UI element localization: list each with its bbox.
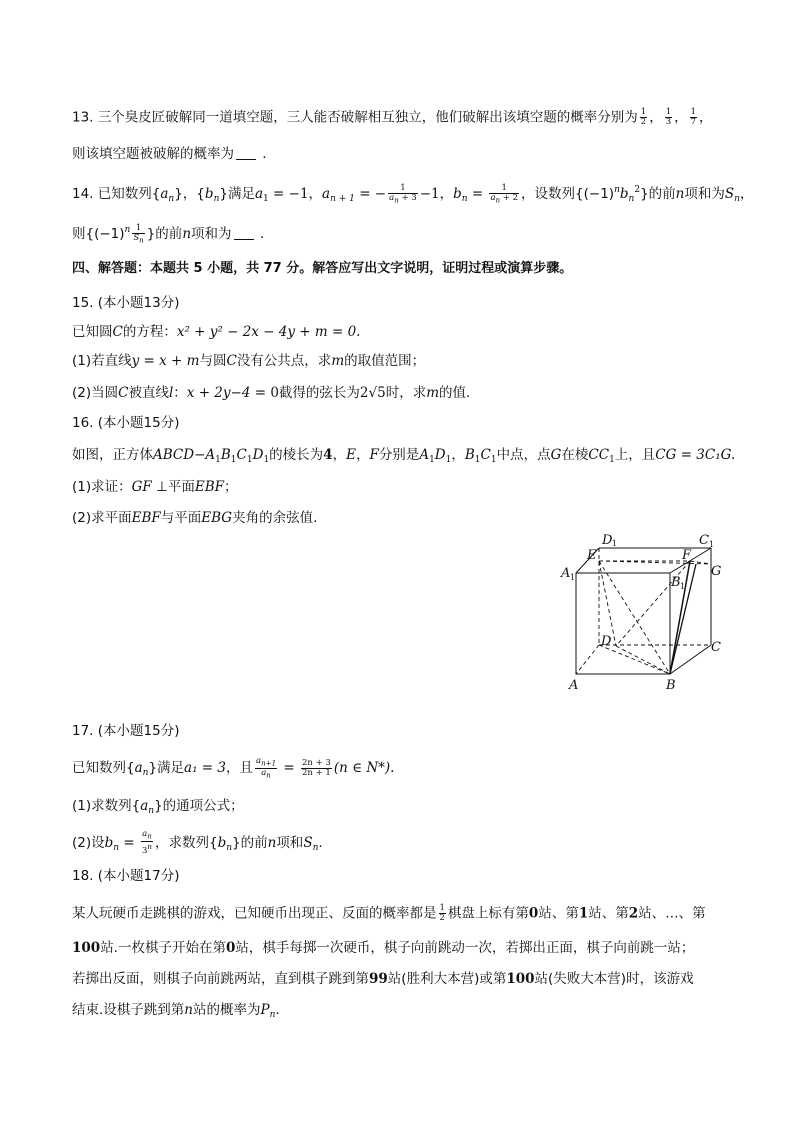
q18-line2: 100站.一枚棋子开始在第0站，棋手每掷一次硬币，棋子向前跳动一次，若掷出正面，棋子向前跳一站； <box>72 940 695 956</box>
label-A1: A <box>561 566 571 581</box>
label-D: D <box>601 634 612 649</box>
svg-text:1: 1 <box>709 540 715 549</box>
q16-head: 16. (本小题15分) <box>72 415 180 431</box>
q17-part1: (1)求数列$\{a_n\}$的通项公式； <box>72 798 244 816</box>
q18-line4: 结束.设棋子跳到第n站的概率为$P_n$. <box>72 1002 280 1020</box>
cube-figure <box>556 528 726 693</box>
svg-text:1: 1 <box>680 582 686 591</box>
q13-line1: 13. 三个臭皮匠破解同一道填空题，三人能否破解相互独立，他们破解出该填空题的概率分别为 $\frac{1}{2}$ ， $\frac{1}{3}$ ， $\frac{1}{7}$ ， <box>72 107 713 127</box>
q17-part2: (2)设$b_n$ = $\frac{a_n}{3^n}$ ，求数列$\{b_n\}$的前n项和$S_n$. <box>72 829 323 856</box>
q18-line3: 若掷出反面，则棋子向前跳两站，直到棋子跳到第99站(胜利大本营)或第100站(失败大本营)时，该游戏 <box>72 971 694 987</box>
q18-line1: 某人玩硬币走跳棋的游戏，已知硬币出现正、反面的概率都是 $\frac{1}{2}$ 棋盘上标有第0站、第1站、第2站、…、第 <box>72 903 706 923</box>
label-C: C <box>711 640 721 655</box>
svg-text:1: 1 <box>612 539 618 548</box>
fraction: $\frac{1}{3}$ <box>665 107 672 127</box>
q15-part1: (1)若直线y = x + m与圆C没有公共点，求m的取值范围； <box>72 353 426 369</box>
answer-blank <box>236 147 256 160</box>
front-face <box>576 573 670 674</box>
fraction: $\frac{1}{2}$ <box>640 107 647 127</box>
q17-stem: 已知数列$\{a_n\}$满足a₁ = 3，且 $\frac{a_{n+1}}{a_n}$ = $\frac{2n + 3}{2n + 1}$ (n ∈ N*). <box>72 756 395 780</box>
fraction: $\frac{1}{7}$ <box>690 107 697 127</box>
label-A: A <box>569 678 579 693</box>
label-B1: B <box>671 575 681 590</box>
q17-head: 17. (本小题15分) <box>72 723 180 739</box>
q15-head: 15. (本小题13分) <box>72 295 180 311</box>
label-C1: C <box>699 533 709 548</box>
label-D1: D <box>602 533 613 548</box>
q13-line2: 则该填空题被破解的概率为 . <box>72 146 267 162</box>
q16-stem: 如图，正方体$ABCD-A_1B_1C_1D_1$的棱长为4，E，F分别是$A_1D_1$，$B_1C_1$中点，点G在棱$CC_1$上，且CG = 3C₁G. <box>72 447 736 465</box>
label-B: B <box>666 678 676 693</box>
answer-blank <box>234 227 254 240</box>
q16-part2: (2)求平面EBF与平面EBG夹角的余弦值. <box>72 510 318 526</box>
q14-line1: 14. 已知数列$\{a_n\}$，$\{b_n\}$满足$a_1 = -1$，$a_{n + 1}$ = − $\frac{1}{a_n + 3}$ −1，$b_n$ = $\frac{1}{a_n + 2}$ ，设数列$\{(-1)^nb_n^2\}$的前n项和为$S_n$， <box>72 182 754 205</box>
label-F: F <box>682 548 692 563</box>
svg-text:1: 1 <box>570 573 576 582</box>
q16-part1: (1)求证：GF ⊥平面EBF； <box>72 479 238 495</box>
label-G: G <box>711 564 722 579</box>
label-E: E <box>587 548 597 563</box>
section-heading: 四、解答题：本题共 5 小题，共 77 分。解答应写出文字说明，证明过程或演算步骤。 <box>72 261 573 276</box>
q15-stem: 已知圆C的方程：x² + y² − 2x − 4y + m = 0. <box>72 324 361 340</box>
q18-head: 18. (本小题17分) <box>72 868 180 884</box>
q14-line2: 则{$(-1)^n$ $\frac{1}{S_n}$ }的前n项和为 . <box>72 222 265 245</box>
q15-part2: (2)当圆C被直线l：x + 2y−4 = 0截得的弦长为2√5时，求m的值. <box>72 385 471 401</box>
